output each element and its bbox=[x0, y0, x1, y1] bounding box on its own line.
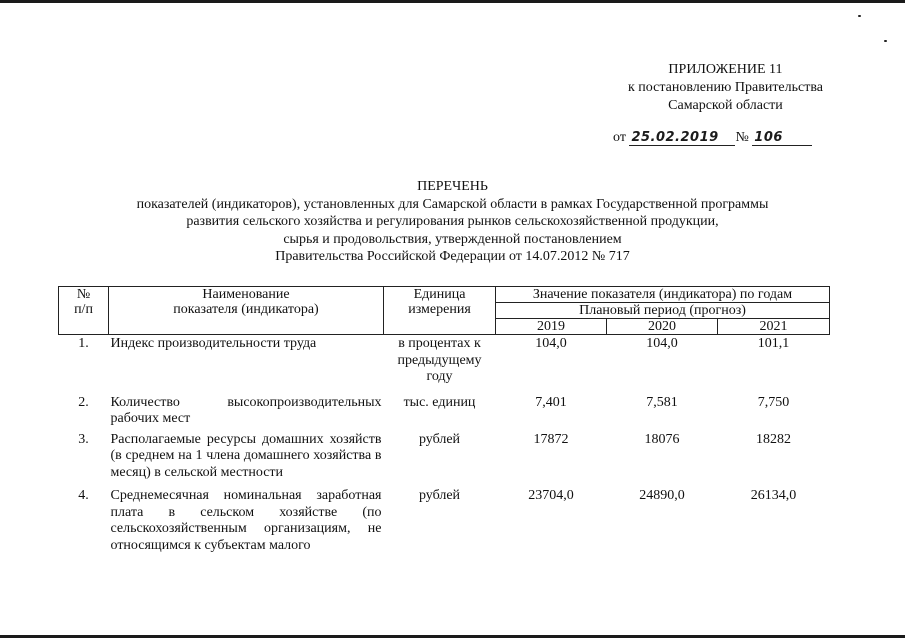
row-number: 2. bbox=[78, 394, 89, 410]
indicator-name: Среднемесячная номинальная заработная плата в сельском хозяйстве (по сельскохозяйственным организациям, не относящимся к субъектам малого bbox=[110, 488, 382, 553]
indicator-unit: тыс. единиц bbox=[403, 394, 476, 410]
value-2020: 24890,0 bbox=[639, 488, 685, 503]
value-2019: 104,0 bbox=[535, 336, 567, 351]
header-year: 2019 bbox=[496, 319, 607, 335]
document-title bbox=[90, 178, 815, 266]
date-from-label: от bbox=[613, 130, 626, 145]
indicators-table bbox=[58, 286, 830, 554]
header-planning-period: Плановый период (прогноз) bbox=[496, 303, 830, 319]
appendix-resolution: к постановлению Правительства bbox=[627, 80, 823, 95]
indicator-unit: рублей bbox=[418, 431, 461, 447]
appendix-header bbox=[628, 61, 823, 115]
handwritten-date: 25.02.2019 bbox=[629, 130, 735, 146]
scan-bottom-edge bbox=[0, 635, 905, 638]
header-year: 2020 bbox=[607, 319, 718, 335]
scan-top-edge bbox=[0, 0, 905, 3]
table-row bbox=[59, 335, 830, 395]
header-number: № п/п bbox=[59, 287, 109, 335]
value-2021: 101,1 bbox=[757, 336, 790, 351]
title-line: развития сельского хозяйства и регулирования рынков сельскохозяйственной продукции, bbox=[186, 214, 719, 229]
title-line: Правительства Российской Федерации от 14.07.2012 № 717 bbox=[275, 249, 630, 264]
value-2021: 18282 bbox=[756, 431, 791, 447]
table-row bbox=[59, 432, 830, 489]
indicator-name: Располагаемые ресурсы домашних хозяйств (в среднем на 1 члена домашнего хозяйства в месяц) в сельской местности bbox=[110, 431, 382, 480]
title-line: сырья и продовольствия, утвержденной постановлением bbox=[283, 231, 622, 247]
header-indicator-name: Наименование показателя (индикатора) bbox=[109, 287, 384, 335]
header-values-by-year: Значение показателя (индикатора) по годам bbox=[496, 287, 830, 303]
title-line: показателей (индикаторов), установленных для Самарской области в рамках Государственной программы bbox=[136, 196, 769, 212]
title-heading: ПЕРЕЧЕНЬ bbox=[417, 179, 488, 194]
indicator-name: Индекс производительности труда bbox=[110, 336, 317, 351]
row-number: 3. bbox=[78, 431, 89, 447]
table-row bbox=[59, 488, 830, 554]
value-2019: 7,401 bbox=[535, 394, 567, 410]
appendix-label: ПРИЛОЖЕНИЕ 11 bbox=[668, 62, 783, 77]
table-row bbox=[59, 395, 830, 432]
scan-speck bbox=[884, 40, 887, 42]
number-label: № bbox=[735, 130, 749, 145]
value-2020: 104,0 bbox=[646, 336, 678, 351]
scan-speck bbox=[858, 15, 861, 17]
resolution-dateline bbox=[613, 130, 812, 146]
indicator-unit: рублей bbox=[418, 488, 461, 503]
value-2019: 23704,0 bbox=[528, 488, 574, 503]
header-unit: Единица измерения bbox=[384, 287, 496, 335]
value-2021: 7,750 bbox=[757, 394, 790, 410]
value-2019: 17872 bbox=[533, 431, 569, 447]
row-number: 1. bbox=[78, 336, 89, 351]
indicator-name: Количество высокопроизводительных рабочих мест bbox=[110, 394, 382, 426]
value-2021: 26134,0 bbox=[750, 488, 797, 503]
indicator-unit: в процентах к предыдущему году bbox=[397, 336, 482, 384]
handwritten-number: 106 bbox=[752, 130, 812, 146]
header-year: 2021 bbox=[718, 319, 830, 335]
value-2020: 18076 bbox=[644, 431, 680, 447]
appendix-region: Самарской области bbox=[668, 98, 783, 113]
value-2020: 7,581 bbox=[646, 394, 678, 410]
row-number: 4. bbox=[78, 488, 89, 503]
